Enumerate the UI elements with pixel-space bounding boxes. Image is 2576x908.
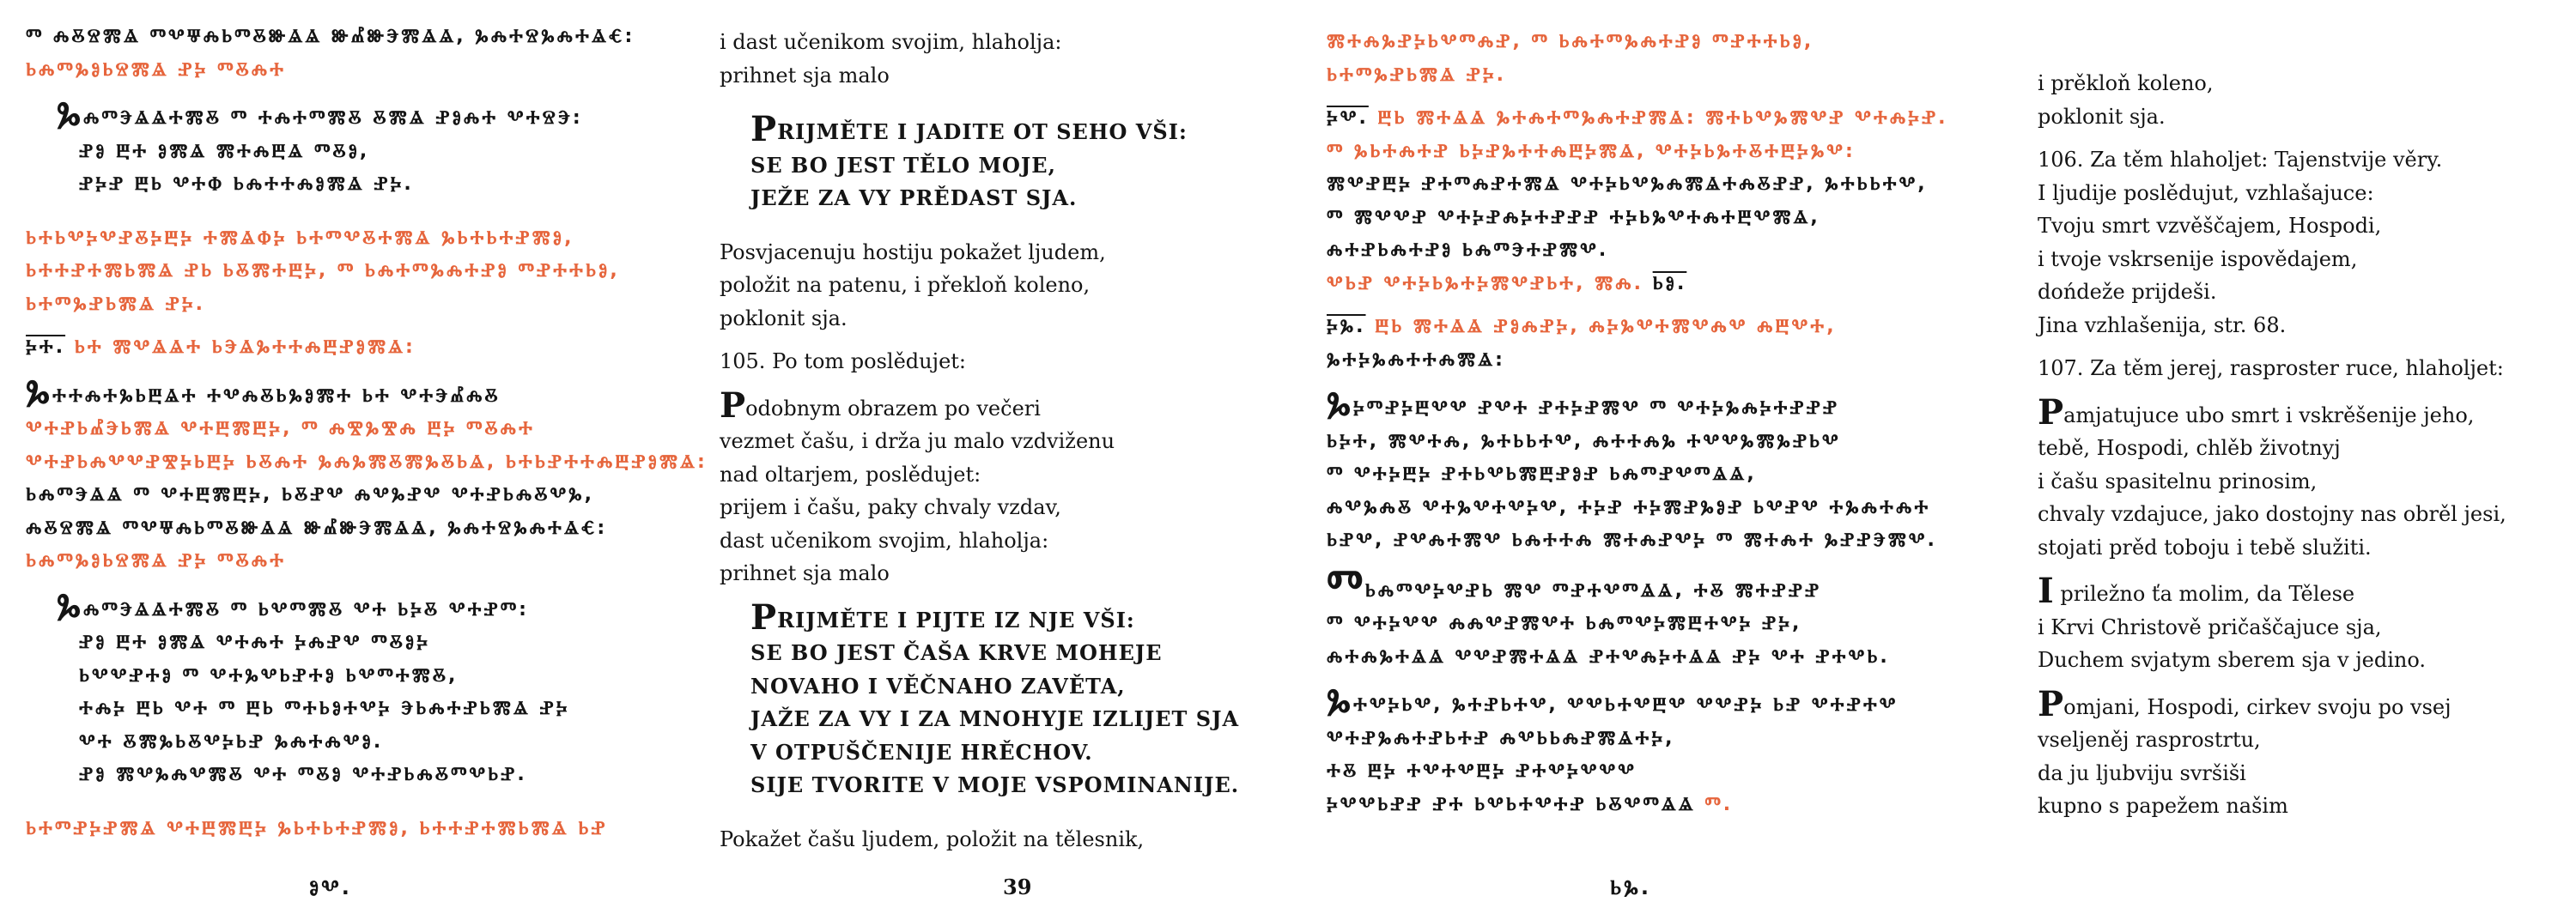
prayer-line [720, 384, 1355, 426]
text-line: Ⱅ ⰏⰂⰂⰐ ⰂⰀⰍⰐⰎⰍⰀⰐⰐⰐ ⰀⰍⰓⰃⰂⰀⰎⰀⰁⰂⰏⰡ, [1327, 206, 1820, 228]
section-heading [1327, 102, 1962, 136]
rubric-line: ⰂⰀⰐⰓⰎⰂⰂⰐⰊⰍⰓⰁⰍ ⰓⰋⰎⰀ ⰃⰎⰃⰏⰋⰏⰃⰋⰓⰡ, ⰓⰀⰓⰐⰀⰀⰎⰁⰐⰑⰏⰡ: [26, 451, 708, 473]
prayer-text: odobnym obrazem po večeri [745, 396, 1041, 421]
text-line: stojati prěd toboju i tebě služiti. [2038, 535, 2372, 560]
prayer-text: RIJMĚTE I JADITE OT SEHO VŠI: [777, 119, 1188, 144]
abbrev-sign: ⰓⰑ. [1652, 272, 1687, 294]
prayer-text: ⰎⰕⰅⰡⰡⰀⰏⰋ Ⱅ ⰀⰎⰀⰕⰏⰋ ⰋⰏⰡ ⰐⰑⰎⰀ ⰂⰀⰔⰅ: [83, 107, 583, 129]
text-line: Duchem svjatym sberem sja v jedino. [2038, 648, 2427, 672]
text-line: poklonit sja. [720, 306, 848, 330]
text-line: da ju ljubviju svršiši [2038, 760, 2246, 785]
text-line: i dast učenikom svojim, hlaholja: [720, 30, 1062, 54]
page-number: ⰑⰂ. [309, 875, 352, 899]
prayer-line: ⰓⰂⰂⰐⰀⰑ Ⱅ ⰂⰀⰃⰂⰓⰐⰀⰑ ⰓⰂⰕⰀⰏⰋ, [79, 664, 459, 687]
prayer-line: ⰀⰎⰍ ⰁⰓ ⰂⰀ Ⱅ ⰁⰓ ⰕⰀⰓⰑⰀⰂⰍ ⰅⰓⰎⰀⰐⰓⰏⰡ ⰐⰍ [79, 698, 570, 719]
drop-initial: Ⰳ [26, 372, 52, 412]
section-rubric: ⰁⰓ ⰏⰀⰡⰡ ⰃⰀⰎⰀⰕⰃⰎⰀⰐⰏⰡ: ⰏⰀⰓⰂⰃⰏⰂⰐ ⰂⰀⰎⰍⰐ. [1377, 107, 1948, 129]
prayer-text: priležno ťa molim, da Tělese [2053, 582, 2355, 606]
prayer-line [26, 94, 661, 136]
text-line [1327, 789, 1962, 822]
text-line: chvaly vzdajuce, jako dostojny nas obrěl jesi, [2038, 502, 2506, 526]
prayer-line: ⰐⰍⰐ ⰁⰓ ⰂⰀⰗ ⰓⰎⰀⰀⰎⰑⰏⰡ ⰐⰍ. [79, 173, 414, 195]
text-line: Ⱅ ⰎⰋⰔⰏⰡ ⰕⰂⰛⰎⰓⰕⰋⰖⰡⰡ ⰖⰌⰖⰅⰏⰡⰡ, ⰃⰎⰀⰔⰃⰎⰀⰡⰤ: [26, 26, 635, 47]
rubric-line: Ⱅ ⰃⰓⰀⰎⰀⰐ ⰓⰍⰐⰃⰀⰀⰎⰁⰍⰏⰡ, ⰂⰀⰍⰓⰃⰀⰋⰀⰁⰍⰃⰂ: [1327, 140, 1856, 162]
prayer-text: ⰀⰂⰍⰓⰂ, ⰃⰀⰐⰓⰀⰂ, ⰂⰂⰓⰀⰂⰁⰂ ⰂⰂⰐⰍ ⰓⰐ ⰂⰀⰐⰀⰂ [1353, 694, 1899, 716]
drop-initial: Ⰳ [57, 585, 83, 626]
prayer-text: ⰀⰀⰎⰀⰃⰓⰁⰡⰀ ⰀⰂⰎⰋⰓⰃⰑⰏⰀ ⰓⰀ ⰂⰀⰅⰌⰎⰋ [52, 384, 501, 407]
drop-initial: Ⱅ [1327, 560, 1365, 610]
prayer-line [2038, 571, 2553, 611]
section-rubric: ⰓⰀ ⰏⰂⰡⰡⰀ ⰓⰅⰡⰃⰀⰀⰎⰁⰐⰑⰏⰡ: [74, 336, 416, 358]
drop-initial: Ⰳ [57, 94, 83, 134]
prayer-line: JAŽE ZA VY I ZA MNOHYJE IZLIJET SJA [750, 706, 1240, 731]
text-line: ⰎⰋⰔⰏⰡ ⰕⰂⰛⰎⰓⰕⰋⰖⰡⰡ ⰖⰌⰖⰅⰏⰡⰡ, ⰃⰎⰀⰔⰃⰎⰀⰡⰤ: [26, 517, 608, 539]
latin-page-right [2038, 0, 2553, 908]
prayer-line: ⰐⰑ ⰁⰀ ⰑⰏⰡ ⰂⰀⰎⰀ ⰍⰎⰐⰂ ⰕⰋⰑⰍ [79, 632, 431, 653]
text-line: prihnet sja malo [720, 561, 890, 585]
text-line: ⰎⰀⰎⰃⰀⰡⰡ ⰂⰂⰐⰏⰀⰡⰡ ⰐⰀⰂⰎⰍⰀⰡⰡ ⰐⰍ ⰂⰀ ⰐⰀⰂⰓ. [1327, 645, 1890, 668]
rubric-line: ⰓⰀⰕⰃⰐⰓⰏⰡ ⰐⰍ. [26, 293, 206, 315]
prayer-line: SIJE TVORITE V MOJE VSPOMINANIJE. [750, 772, 1240, 797]
text-line: Ⱅ ⰂⰀⰍⰂⰂ ⰎⰎⰂⰐⰏⰂⰀ ⰓⰎⰕⰂⰍⰏⰁⰀⰂⰍ ⰐⰍ, [1327, 613, 1802, 634]
text-line: ⰏⰂⰐⰁⰍ ⰐⰀⰕⰎⰐⰀⰏⰡ ⰂⰀⰍⰓⰂⰃⰎⰏⰡⰀⰎⰋⰐⰐ, ⰃⰀⰓⰓⰀⰂ, [1327, 173, 1928, 195]
prayer-text: ⰎⰕⰅⰡⰡⰀⰏⰋ Ⱅ ⰓⰂⰕⰏⰋ ⰂⰀ ⰓⰍⰋ ⰂⰀⰐⰕ: [83, 598, 529, 620]
prayer-line: SE BO JEST ČAŠA KRVE MOHEJE [750, 640, 1163, 665]
prayer-line [1327, 560, 1962, 610]
prayer-line [1327, 681, 1962, 723]
text-line: poklonit sja. [2038, 104, 2166, 129]
rubric-text: ⰂⰓⰐ ⰂⰀⰍⰓⰃⰀⰍⰏⰂⰐⰓⰀ, ⰏⰎ. [1327, 272, 1643, 294]
rubric-line: ⰓⰀⰕⰐⰍⰐⰏⰡ ⰂⰀⰁⰏⰁⰍ ⰃⰓⰀⰓⰀⰐⰏⰑ, ⰓⰀⰀⰐⰀⰏⰓⰏⰡ ⰓⰐ [26, 817, 608, 839]
prayer-line [720, 109, 1355, 149]
prayer-line: JEŽE ZA VY PRĚDAST SJA. [750, 185, 1078, 210]
prayer-line: ⰂⰀ ⰋⰏⰃⰓⰋⰂⰍⰓⰐ ⰃⰎⰀⰎⰂⰑ. [79, 730, 384, 753]
drop-initial: P [2038, 683, 2064, 724]
drop-initial: Ⰳ [1327, 384, 1353, 424]
rubric-line: ⰓⰀⰕⰃⰐⰓⰏⰡ ⰐⰍ. [1327, 64, 1507, 86]
text-line: Tvoju smrt vzvěščajem, Hospodi, [2038, 214, 2382, 238]
prayer-line: NOVAHO I VĚČNAHO ZAVĚTA, [750, 673, 1126, 699]
section-heading: 105. Po tom poslědujet: [720, 349, 967, 373]
text-line: ⰓⰎⰕⰅⰡⰡ Ⱅ ⰂⰀⰁⰏⰁⰍ, ⰓⰋⰐⰂ ⰎⰂⰃⰐⰂ ⰂⰀⰐⰓⰎⰋⰂⰃ, [26, 484, 594, 505]
text-line: i prěkloň koleno, [2038, 71, 2214, 95]
text-line: kupno s papežem našim [2038, 794, 2288, 818]
text-line: dast učenikom svojim, hlaholja: [720, 528, 1049, 553]
text-line: nad oltarjem, poslědujet: [720, 462, 981, 487]
section-number: ⰍⰃ. [1327, 316, 1366, 337]
drop-initial: P [720, 384, 746, 426]
section-heading [26, 331, 661, 365]
prayer-text: omjani, Hospodi, cirkev svoju po vsej [2063, 694, 2451, 719]
section-number: ⰍⰀ. [26, 336, 66, 358]
page-number: 39 [1003, 875, 1032, 899]
text-line: i tvoje vskrsenije ispovědajem, [2038, 246, 2358, 271]
section-heading [1327, 311, 1962, 344]
section-heading: 107. Za těm jerej, rasproster ruce, hlaholjet: [2038, 356, 2504, 380]
text-line: vseljeněj rasprostrtu, [2038, 728, 2261, 752]
rubric-line: ⰓⰎⰕⰃⰑⰓⰔⰏⰡ ⰐⰍ ⰕⰋⰎⰀ [26, 58, 287, 81]
text-line: prijem i čašu, paky chvaly vzdav, [720, 495, 1061, 519]
text-line: ⰀⰋ ⰁⰍ ⰀⰂⰀⰂⰁⰍ ⰐⰀⰂⰍⰂⰂⰂ [1327, 760, 1637, 782]
text-line: i čašu spasitelnu prinosim, [2038, 469, 2318, 493]
rubric-line: ⰏⰀⰎⰃⰐⰍⰓⰂⰕⰎⰐ, Ⱅ ⰓⰎⰀⰕⰃⰎⰀⰐⰑ ⰕⰐⰀⰀⰓⰑ, [1327, 31, 1814, 52]
glagolitic-page-right [1327, 0, 1962, 908]
rubric-line: ⰓⰎⰕⰃⰑⰓⰔⰏⰡ ⰐⰍ ⰕⰋⰎⰀ [26, 550, 287, 572]
section-number: ⰍⰂ. [1327, 107, 1369, 129]
prayer-line [720, 596, 1355, 638]
drop-initial: P [750, 109, 778, 149]
prayer-line [1327, 384, 1962, 426]
page-number: ⰓⰃ. [1610, 875, 1651, 899]
prayer-text: ⰓⰎⰕⰂⰍⰂⰐⰓ ⰏⰂ ⰕⰐⰀⰂⰕⰡⰡ, ⰀⰋ ⰏⰀⰐⰐⰐ [1364, 579, 1822, 602]
prayer-text: amjatujuce ubo smrt i vskrěšenije jeho, [2063, 403, 2475, 427]
glagolitic-page-left [26, 0, 708, 908]
rubric-line: ⰂⰀⰐⰓⰌⰅⰓⰏⰡ ⰂⰀⰁⰏⰁⰍ, Ⱅ ⰎⰊⰃⰊⰎ ⰁⰍ ⰕⰋⰎⰀ [26, 418, 535, 439]
text-line: Ⱅ ⰂⰀⰍⰁⰍ ⰐⰀⰓⰂⰓⰏⰁⰐⰑⰐ ⰓⰎⰕⰐⰂⰕⰡⰡ, [1327, 463, 1757, 485]
latin-page-left [720, 0, 1355, 908]
prayer-line: ⰐⰑ ⰁⰀ ⰑⰏⰡ ⰏⰀⰎⰁⰡ ⰕⰋⰑ, [79, 140, 370, 162]
text-line: položit na patenu, i překloň koleno, [720, 273, 1091, 297]
rubric-line: ⰓⰀⰀⰐⰀⰏⰓⰏⰡ ⰐⰓ ⰓⰋⰏⰀⰁⰍ, Ⱅ ⰓⰎⰀⰕⰃⰎⰀⰐⰑ ⰕⰐⰀⰀⰓⰑ, [26, 260, 620, 281]
text-line: ⰃⰀⰍⰃⰎⰀⰀⰎⰏⰡ: [1327, 348, 1505, 371]
text-line: tebě, Hospodi, chlěb životnyj [2038, 436, 2341, 460]
rubric-line: ⰓⰀⰓⰂⰍⰂⰐⰋⰍⰁⰍ ⰀⰏⰡⰗⰍ ⰓⰀⰕⰂⰋⰀⰏⰡ ⰃⰓⰀⰓⰀⰐⰏⰑ, [26, 227, 574, 249]
text-line: ⰓⰍⰀ, ⰏⰂⰀⰎ, ⰃⰀⰓⰓⰀⰂ, ⰎⰀⰀⰎⰃ ⰀⰂⰂⰃⰏⰃⰐⰓⰂ [1327, 430, 1841, 452]
text-line: I ljudije poslědujut, vzhlašajuce: [2038, 180, 2374, 205]
prayer-line: SE BO JEST TĚLO MOJE, [750, 152, 1056, 178]
text-content: ⰍⰂⰂⰓⰐⰐ ⰐⰀ ⰓⰂⰓⰀⰂⰀⰐ ⰓⰋⰂⰕⰡⰡ [1327, 793, 1696, 815]
drop-initial: P [2038, 391, 2064, 433]
section-rubric: ⰁⰓ ⰏⰀⰡⰡ ⰐⰑⰎⰐⰍ, ⰎⰍⰃⰂⰀⰏⰂⰎⰂ ⰎⰁⰂⰀ, [1375, 316, 1837, 337]
text-line: vezmet čašu, i drža ju malo vzdviženu [720, 429, 1115, 453]
section-heading: 106. Za těm hlaholjet: Tajenstvije věry. [2038, 148, 2443, 172]
text-line: Pokažet čašu ljudem, položit na tělesnik, [720, 826, 1145, 851]
drop-initial: I [2038, 571, 2054, 611]
prayer-text: RIJMĚTE I PIJTE IZ NJE VŠI: [777, 607, 1135, 633]
prayer-line: ⰐⰑ ⰏⰂⰃⰎⰂⰏⰋ ⰂⰀ ⰕⰋⰑ ⰂⰀⰐⰓⰎⰋⰕⰂⰓⰐ. [79, 764, 527, 785]
text-line: i Krvi Christově pričaščajuce sja, [2038, 614, 2382, 639]
text-line [1327, 268, 1962, 301]
text-line: dońdeže prijdeši. [2038, 280, 2217, 304]
prayer-line [26, 585, 661, 627]
text-line: ⰓⰐⰂ, ⰐⰂⰎⰀⰏⰂ ⰓⰎⰀⰀⰎ ⰏⰀⰎⰐⰂⰍ Ⱅ ⰏⰀⰎⰀ ⰃⰐⰐⰅⰏⰂ. [1327, 530, 1937, 551]
drop-initial: Ⰳ [1327, 681, 1353, 721]
prayer-text: ⰍⰕⰐⰍⰁⰂⰂ ⰐⰂⰀ ⰐⰀⰍⰐⰏⰂ Ⱅ ⰂⰀⰍⰃⰎⰍⰀⰐⰐⰐ [1353, 397, 1840, 419]
text-line: prihnet sja malo [720, 63, 890, 88]
drop-initial: P [750, 596, 778, 638]
prayer-line [2038, 391, 2553, 433]
text-line: Jina vzhlašenija, str. 68. [2038, 312, 2287, 337]
prayer-line [26, 372, 661, 414]
rubric-end: Ⱅ. [1704, 793, 1734, 815]
prayer-line: V OTPUŠČENIJE HRĚCHOV. [750, 739, 1093, 765]
prayer-line [2038, 683, 2553, 724]
text-line: ⰎⰂⰃⰎⰋ ⰂⰀⰃⰂⰀⰂⰍⰂ, ⰀⰍⰐ ⰀⰍⰏⰐⰃⰑⰐ ⰓⰂⰐⰂ ⰀⰃⰎⰀⰎⰀ [1327, 496, 1931, 518]
text-line: ⰂⰀⰐⰃⰎⰀⰐⰓⰀⰐ ⰎⰂⰓⰓⰎⰐⰏⰡⰀⰍ, [1327, 727, 1675, 749]
text-line: ⰎⰀⰐⰓⰎⰀⰐⰑ ⰓⰎⰕⰅⰀⰐⰏⰂ. [1327, 239, 1609, 261]
text-line: Posvjacenuju hostiju pokažet ljudem, [720, 239, 1106, 264]
